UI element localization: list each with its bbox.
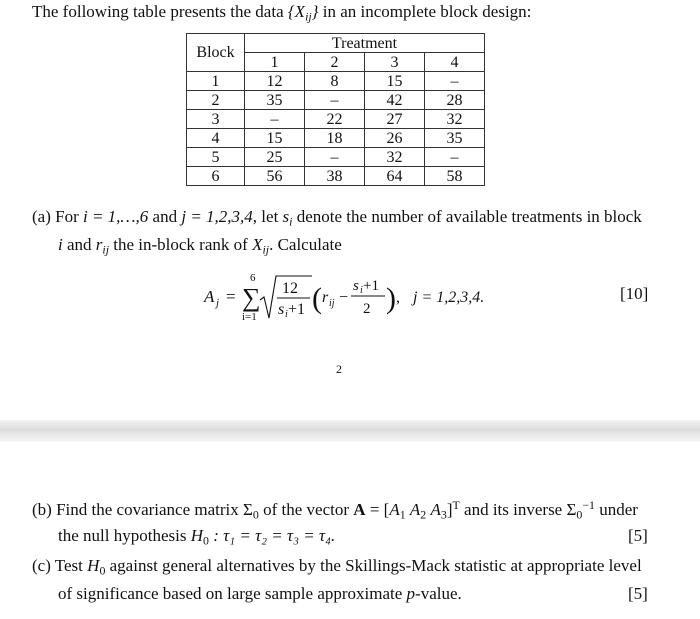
marks-b: [5]: [628, 526, 648, 545]
value-cell: 26: [365, 129, 425, 148]
value-cell: 28: [425, 91, 485, 110]
j-range: j = 1,2,3,4.: [413, 289, 485, 306]
value-cell: 38: [305, 167, 365, 186]
a-j-formula: [200, 268, 500, 328]
table-row: [187, 167, 485, 186]
intro-after: in an incomplete block design:: [318, 2, 532, 21]
sum-icon: ∑: [242, 283, 261, 312]
rank-var: r: [322, 289, 329, 306]
marks-c: [5]: [628, 584, 648, 603]
value-cell: –: [305, 91, 365, 110]
value-cell: –: [425, 72, 485, 91]
value-cell: 56: [245, 167, 305, 186]
block-cell: 3: [187, 110, 245, 129]
frac-num-sub: i: [360, 285, 363, 296]
data-symbol: $\{X_{ij}\}$: [287, 2, 319, 24]
page-bottom: [0, 442, 700, 619]
data-table: [186, 33, 485, 186]
frac-num-s: s: [353, 278, 359, 294]
part-c-line1: (c) Test $H_0$ against general alternatives by the Skillings-Mack statistic at appropriate level: [32, 556, 642, 578]
value-cell: 25: [245, 148, 305, 167]
value-cell: –: [305, 148, 365, 167]
block-header: Block: [187, 34, 245, 72]
value-cell: –: [245, 110, 305, 129]
part-a-line1: (a) For i = 1,…,6 and j = 1,2,3,4, let $s_i$ denote the number of available treatments in block: [32, 207, 642, 229]
sum-top: 6: [250, 272, 256, 284]
block-cell: 5: [187, 148, 245, 167]
right-paren-icon: ): [386, 282, 396, 315]
table-row: [187, 91, 485, 110]
table-row: [187, 148, 485, 167]
treatment-label: 4: [425, 53, 485, 72]
value-cell: 64: [365, 167, 425, 186]
value-cell: 12: [245, 72, 305, 91]
value-cell: 18: [305, 129, 365, 148]
block-cell: 2: [187, 91, 245, 110]
value-cell: 32: [425, 110, 485, 129]
value-cell: 35: [425, 129, 485, 148]
value-cell: 27: [365, 110, 425, 129]
table-row: [187, 72, 485, 91]
frac-den: 2: [363, 301, 371, 317]
left-paren-icon: (: [312, 282, 322, 315]
block-cell: 1: [187, 72, 245, 91]
value-cell: 35: [245, 91, 305, 110]
table-row: [187, 110, 485, 129]
treatment-label: 2: [305, 53, 365, 72]
sqrt-den-s: s: [278, 301, 285, 318]
value-cell: 58: [425, 167, 485, 186]
page-number: 2: [336, 362, 342, 376]
treatment-label: 1: [245, 53, 305, 72]
rank-sub: ij: [329, 298, 335, 309]
sqrt-numerator: 12: [282, 280, 298, 297]
formula-lhs: A: [204, 287, 215, 306]
part-b-line2: the null hypothesis $H_0$ : τ₁ = τ₂ = τ₃ = τ₄.: [58, 526, 336, 548]
treatment-label: 3: [365, 53, 425, 72]
value-cell: 42: [365, 91, 425, 110]
value-cell: 15: [245, 129, 305, 148]
table-row: [187, 129, 485, 148]
frac-num-tail: +1: [363, 278, 379, 294]
page-separator: [0, 420, 700, 442]
part-c-line2: of significance based on large sample approximate p-value.: [58, 584, 462, 603]
block-cell: 4: [187, 129, 245, 148]
sqrt-den-sub: i: [285, 309, 288, 320]
intro-before: The following table presents the data: [32, 2, 288, 21]
block-cell: 6: [187, 167, 245, 186]
sqrt-den-tail: +1: [288, 301, 306, 318]
marks-a: [10]: [620, 284, 649, 303]
formula-lhs-sub: j: [216, 297, 220, 309]
formula-minus: −: [339, 289, 349, 306]
value-cell: –: [425, 148, 485, 167]
value-cell: 15: [365, 72, 425, 91]
intro-text: [32, 2, 531, 25]
part-a-line2: i and $r_{ij}$ the in-block rank of $X_{ij}$. Calculate: [58, 235, 342, 257]
part-b-line1: (b) Find the covariance matrix $\Sigma_0$ of the vector $A = [A_1$ $A_2$ $A_3]^T$ and its inverse $\Sigma_0^{-1}$ under: [32, 498, 638, 522]
value-cell: 22: [305, 110, 365, 129]
value-cell: 8: [305, 72, 365, 91]
treatment-header: Treatment: [245, 34, 485, 53]
value-cell: 32: [365, 148, 425, 167]
formula-equals: =: [226, 287, 236, 306]
sum-bottom: i=1: [242, 311, 257, 323]
formula-comma: ,: [396, 289, 400, 306]
